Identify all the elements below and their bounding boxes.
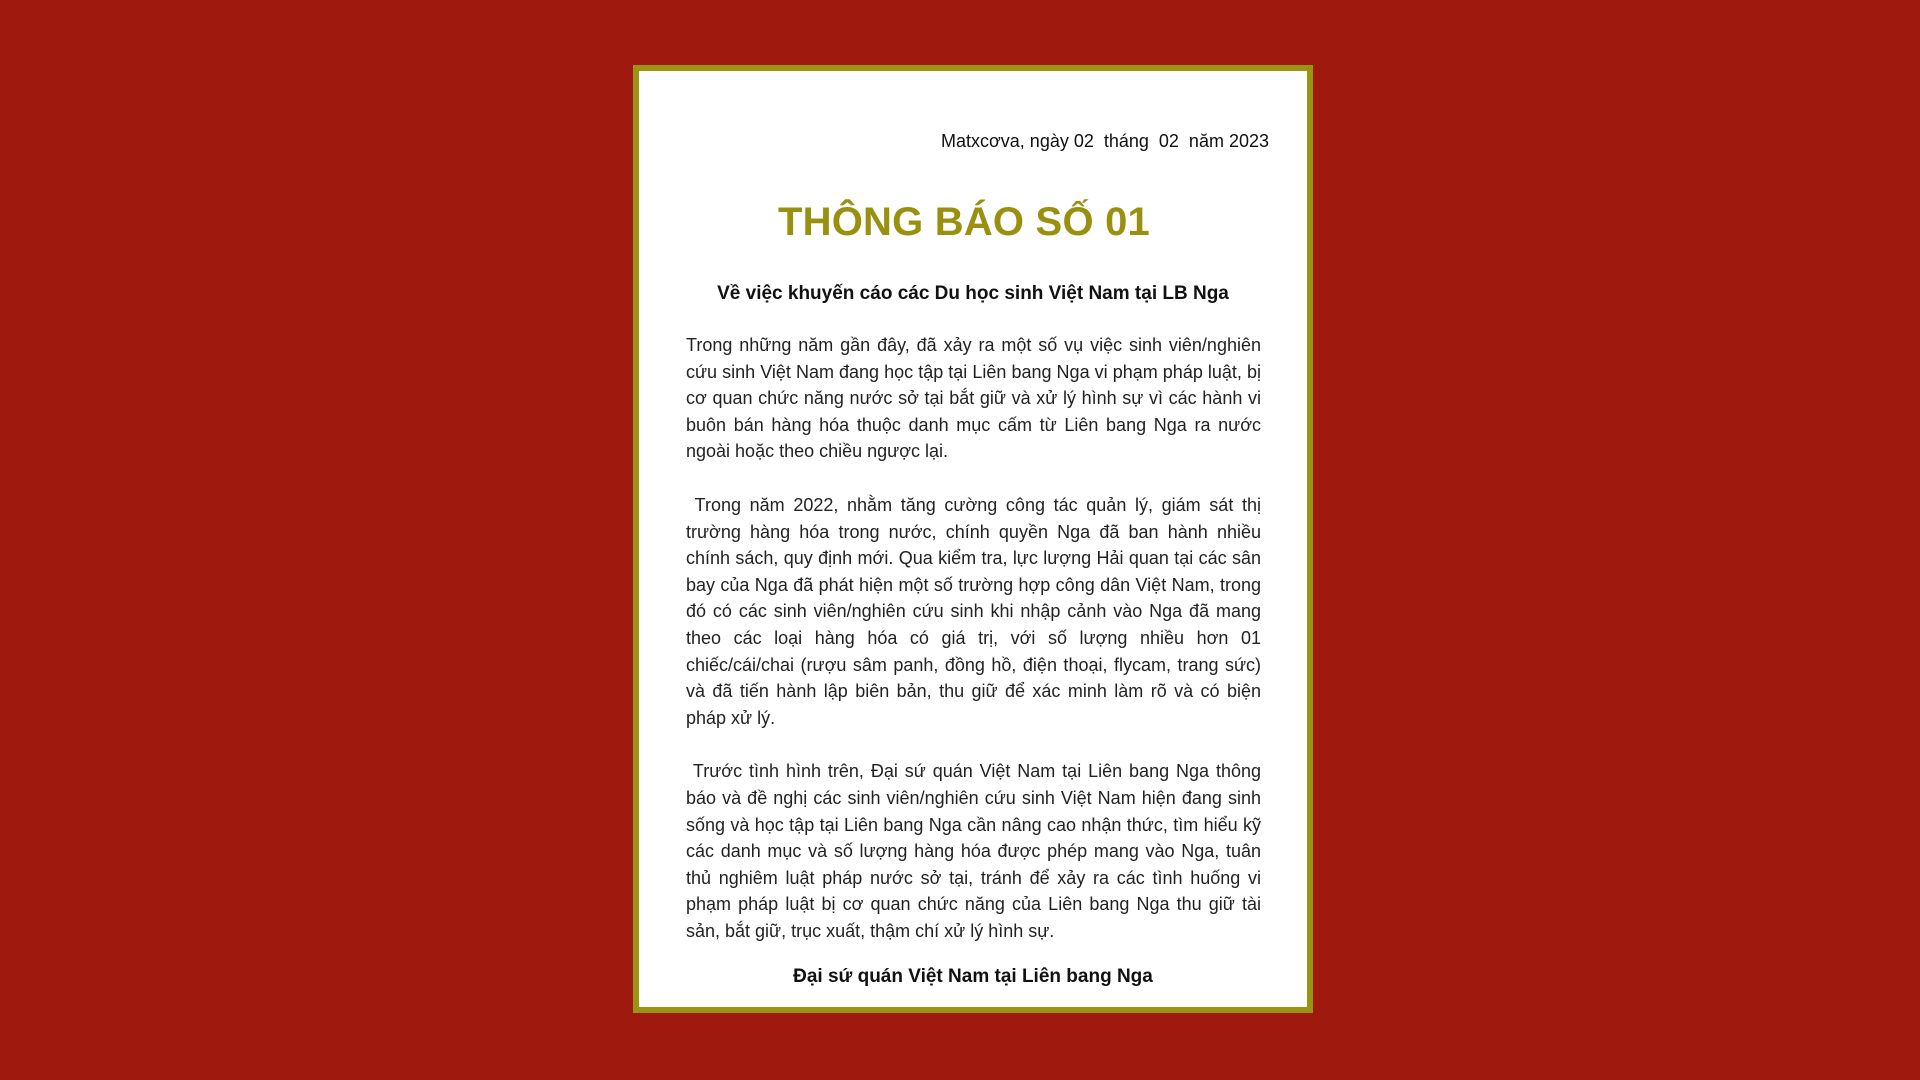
notice-body	[686, 332, 1267, 971]
notice-title: THÔNG BÁO SỐ 01	[778, 200, 1150, 244]
paragraph-1: Trong những năm gần đây, đã xảy ra một số vụ việc sinh viên/nghiên cứu sinh Việt Nam đang học tập tại Liên bang Nga vi phạm pháp luật, bị cơ quan chức năng nước sở tại bắt giữ và xử lý hình sự vì các hành vi buôn bán hàng hóa thuộc danh mục cấm từ Liên bang Nga ra nước ngoài hoặc theo chiều ngược lại.	[686, 335, 1267, 462]
date-line: Matxcơva, ngày 02 tháng 02 năm 2023	[940, 131, 1269, 151]
paragraph-2: Trong năm 2022, nhằm tăng cường công tác quản lý, giám sát thị trường hàng hóa trong nước, chính quyền Nga đã ban hành nhiều chính sách, quy định mới. Qua kiểm tra, lực lượng Hải quan tại các sân bay của Nga đã phát hiện một số trường hợp công dân Việt Nam, trong đó có các sinh viên/nghiên cứu sinh khi nhập cảnh vào Nga đã mang theo các loại hàng hóa có giá trị, với số lượng nhiều hơn 01 chiếc/cái/chai (rượu sâm panh, đồng hồ, điện thoại, flycam, trang sức) và đã tiến hành lập biên bản, thu giữ để xác minh làm rõ và có biện pháp xử lý.	[686, 494, 1267, 728]
notice-document	[633, 65, 1313, 1013]
notice-subtitle: Về việc khuyến cáo các Du học sinh Việt Nam tại LB Nga	[717, 283, 1229, 304]
paragraph-3: Trước tình hình trên, Đại sứ quán Việt Nam tại Liên bang Nga thông báo và đề nghị các sinh viên/nghiên cứu sinh Việt Nam hiện đang sinh sống và học tập tại Liên bang Nga cần nâng cao nhận thức, tìm hiểu kỹ các danh mục và số lượng hàng hóa được phép mang vào Nga, tuân thủ nghiêm luật pháp nước sở tại, tránh để xảy ra các tình huống vi phạm pháp luật bị cơ quan chức năng của Liên bang Nga thu giữ tài sản, bắt giữ, trục xuất, thậm chí xử lý hình sự.	[686, 761, 1267, 941]
signature: Đại sứ quán Việt Nam tại Liên bang Nga	[793, 966, 1153, 987]
